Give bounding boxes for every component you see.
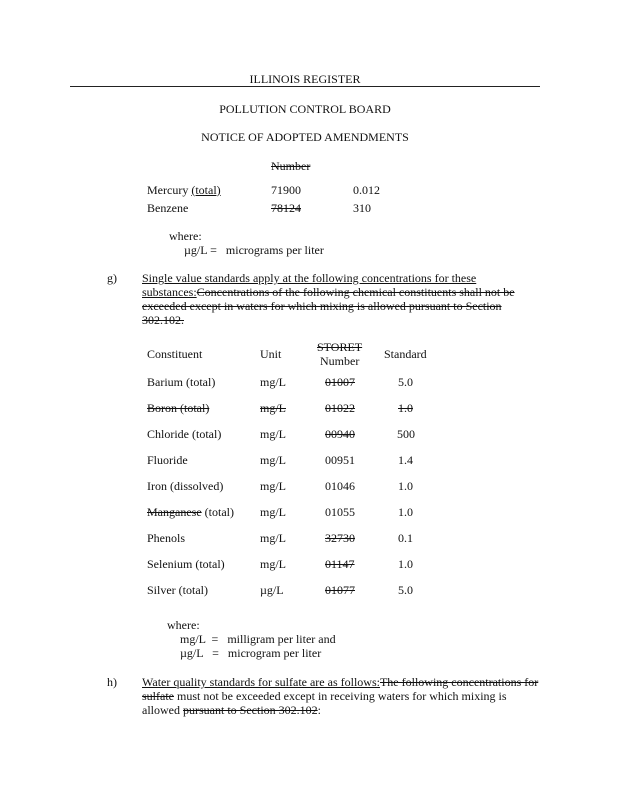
row-selenium-standard: 1.0 <box>398 557 413 571</box>
row-manganese-number: 01055 <box>325 505 355 519</box>
col-header-standard: Standard <box>384 347 427 361</box>
top-table-struck-header: Number <box>271 159 311 173</box>
notice-title: NOTICE OF ADOPTED AMENDMENTS <box>201 130 409 144</box>
row-iron-unit: mg/L <box>260 479 286 493</box>
header-rule <box>70 86 540 87</box>
row-fluoride-constituent: Fluoride <box>147 453 188 467</box>
section-h-letter: h) <box>107 675 117 689</box>
row-silver-standard: 5.0 <box>398 583 413 597</box>
row-iron-number: 01046 <box>325 479 355 493</box>
row-iron-standard: 1.0 <box>398 479 413 493</box>
section-h-line1-underlined: Water quality standards for sulfate are as follows: <box>142 675 380 689</box>
row-selenium-constituent: Selenium (total) <box>147 557 225 571</box>
benzene-number: 78124 <box>271 201 301 215</box>
row-barium-standard: 5.0 <box>398 375 413 389</box>
row-selenium-number: 01147 <box>325 557 355 571</box>
mercury-label: Mercury <box>147 183 189 197</box>
col-header-storet: STORET <box>317 340 363 354</box>
section-g-text <box>142 271 527 327</box>
row-manganese-unit: mg/L <box>260 505 286 519</box>
where-label-1: where: <box>169 229 202 243</box>
mercury-value: 0.012 <box>353 183 380 197</box>
row-fluoride-unit: mg/L <box>260 453 286 467</box>
row-boron-standard: 1.0 <box>398 401 413 415</box>
section-h-line1-struck: The following concentrations for <box>379 675 539 689</box>
row-silver-number: 01077 <box>325 583 355 597</box>
row-manganese-struck: Manganese <box>147 505 202 519</box>
register-title: ILLINOIS REGISTER <box>249 72 361 86</box>
benzene-value: 310 <box>353 201 371 215</box>
benzene-name: Benzene <box>147 201 189 215</box>
mercury-row-name <box>147 183 221 198</box>
section-h-line3-struck: pursuant to Section 302.102 <box>183 703 318 717</box>
section-h-text <box>142 675 542 717</box>
col-header-number: Number <box>320 354 360 368</box>
section-g-substances: substances: <box>142 285 197 299</box>
row-phenols-number: 32730 <box>325 531 355 545</box>
where-definition-1: µg/L = micrograms per liter <box>184 243 324 257</box>
mercury-total-insert: (total) <box>191 183 221 197</box>
section-g-line3-struck: exceeded except in waters for which mixing is allowed pursuant to Section <box>142 299 502 313</box>
row-chloride-standard: 500 <box>397 427 415 441</box>
section-h-line3-end: : <box>317 703 321 717</box>
row-barium-constituent: Barium (total) <box>147 375 216 389</box>
where-definition-ug: µg/L = microgram per liter <box>180 646 322 660</box>
mercury-number: 71900 <box>271 183 301 197</box>
section-h-line3-plain: allowed <box>142 703 183 717</box>
where-label-2: where: <box>167 618 200 632</box>
row-chloride-unit: mg/L <box>260 427 286 441</box>
section-g-letter: g) <box>107 271 117 285</box>
row-iron-constituent: Iron (dissolved) <box>147 479 224 493</box>
col-header-constituent: Constituent <box>147 347 203 361</box>
row-chloride-number: 00940 <box>325 427 355 441</box>
row-phenols-constituent: Phenols <box>147 531 186 545</box>
row-silver-unit: µg/L <box>260 583 284 597</box>
row-phenols-standard: 0.1 <box>398 531 413 545</box>
row-selenium-unit: mg/L <box>260 557 286 571</box>
board-title: POLLUTION CONTROL BOARD <box>219 102 391 116</box>
row-phenols-unit: mg/L <box>260 531 286 545</box>
section-h-line2-rest: must not be exceeded except in receiving waters for which mixing is <box>174 689 507 703</box>
section-g-line4-struck: 302.102. <box>142 313 184 327</box>
section-g-line1: Single value standards apply at the following concentrations for these <box>142 271 477 285</box>
section-h-line2-struck: sulfate <box>142 689 174 703</box>
row-fluoride-standard: 1.4 <box>398 453 413 467</box>
row-chloride-constituent: Chloride (total) <box>147 427 222 441</box>
row-boron-number: 01022 <box>325 401 355 415</box>
where-definition-mg: mg/L = milligram per liter and <box>180 632 336 646</box>
row-silver-constituent: Silver (total) <box>147 583 208 597</box>
row-boron-unit: mg/L <box>260 401 286 415</box>
row-fluoride-number: 00951 <box>325 453 355 467</box>
row-barium-unit: mg/L <box>260 375 286 389</box>
row-manganese-constituent <box>147 505 234 520</box>
col-header-unit: Unit <box>260 347 282 361</box>
section-g-line2-struck: Concentrations of the following chemical constituents shall not be <box>196 285 515 299</box>
row-manganese-standard: 1.0 <box>398 505 413 519</box>
row-boron-constituent: Boron (total) <box>147 401 210 415</box>
row-barium-number: 01007 <box>325 375 355 389</box>
row-manganese-total: (total) <box>201 505 234 519</box>
